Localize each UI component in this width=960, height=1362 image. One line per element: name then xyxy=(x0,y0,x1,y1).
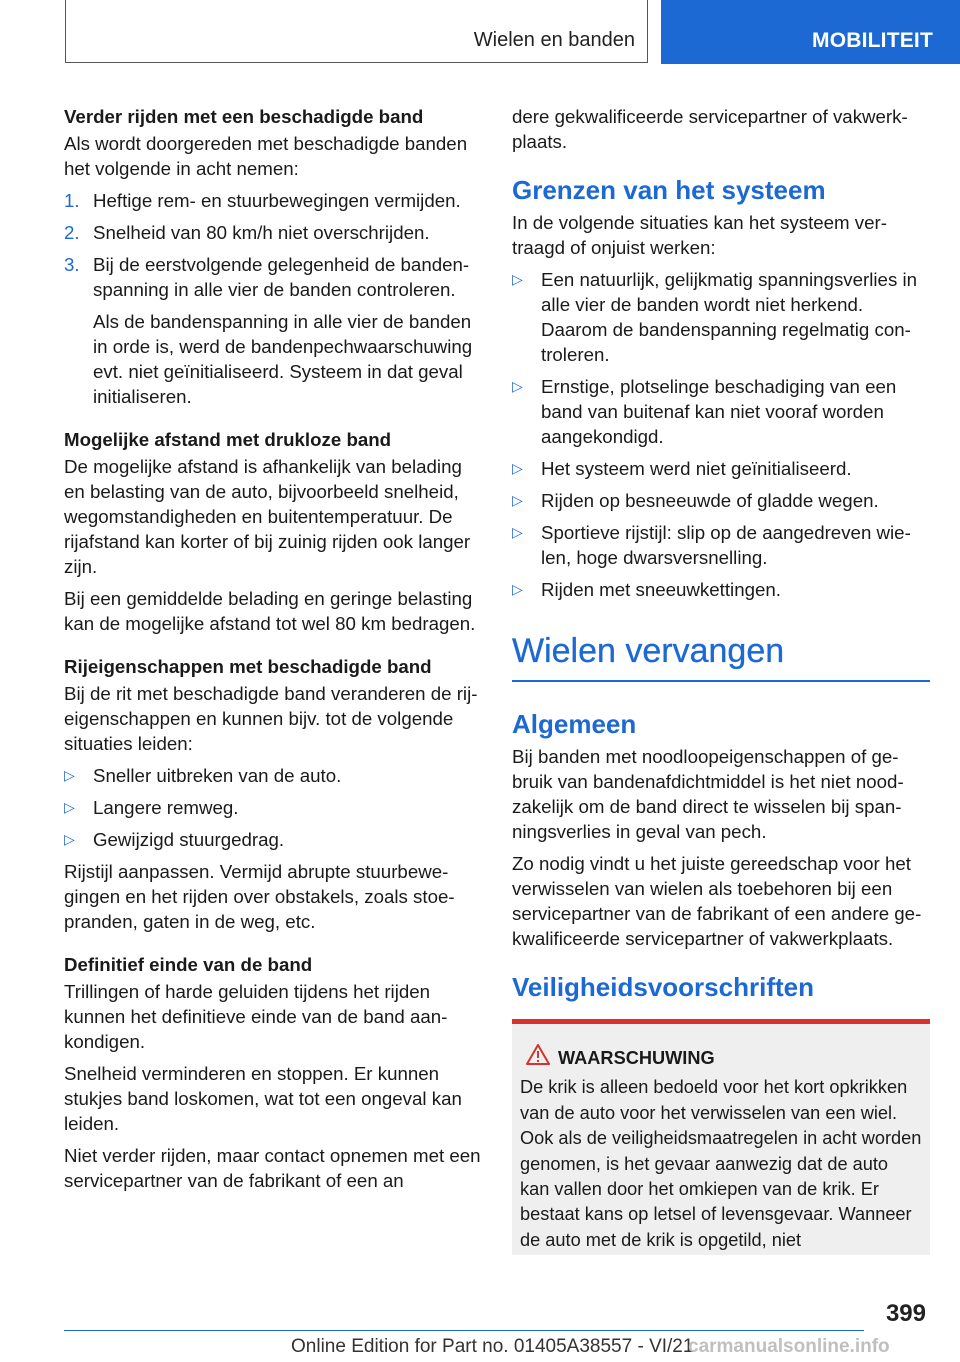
triangle-bullet-icon: ▷ xyxy=(512,581,523,597)
subheading-definitive-end: Definitief einde van de band xyxy=(64,954,313,975)
bullet-text: Ernstige, plotselinge beschadiging van een band van buitenaf kan niet vooraf worden aangekondigd. xyxy=(541,376,897,447)
list-item xyxy=(64,795,482,820)
subheading-driving-properties: Rijeigenschappen met beschadigde band xyxy=(64,656,432,677)
list-item xyxy=(64,763,482,788)
bullet-text: Gewijzigd stuurgedrag. xyxy=(93,829,285,850)
chapter-box xyxy=(65,0,648,63)
bullet-text: Sportieve rijstijl: slip op de aangedreven wielen, hoge dwarsversnelling. xyxy=(541,522,911,568)
triangle-bullet-icon: ▷ xyxy=(512,492,523,508)
page-header xyxy=(0,0,960,64)
section-tab[interactable]: MOBILITEIT xyxy=(661,0,960,64)
step-number: 3. xyxy=(64,254,80,275)
paragraph: Zo nodig vindt u het juiste gereedschap voor het verwisselen van wielen als toebehoren bij een servicepartner van de fabrikant of een andere gekwalificeerde servicepartner of vakwerkplaats. xyxy=(512,853,922,949)
step-subparagraph: Als de bandenspanning in alle vier de banden in orde is, werd de bandenpechwaarschuwing evt. niet geïnitialiseerd. Systeem in dat geval initialiseren. xyxy=(93,311,473,407)
step-text: Bij de eerstvolgende gelegenheid de bandenspanning in alle vier de banden controleren. xyxy=(93,254,470,300)
triangle-bullet-icon: ▷ xyxy=(64,831,75,847)
list-item xyxy=(512,488,930,513)
paragraph: De mogelijke afstand is afhankelijk van belading en belasting van de auto, bijvoorbeeld snelheid, wegomstandigheden en buitentemperatuur. De rijafstand kan korter of bij zuinig rijden ook langer zijn. xyxy=(64,456,471,577)
subheading-damaged-tire: Verder rijden met een beschadigde band xyxy=(64,106,424,127)
list-item xyxy=(64,252,482,409)
footer-divider xyxy=(64,1330,864,1331)
bullet-text: Het systeem werd niet geïnitialiseerd. xyxy=(541,458,852,479)
step-number: 1. xyxy=(64,190,80,211)
triangle-bullet-icon: ▷ xyxy=(512,460,523,476)
heading-safety: Veiligheidsvoorschriften xyxy=(512,972,814,1002)
paragraph: Bij de rit met beschadigde band veranderen de rij-eigenschappen en kunnen bijv. tot de volgende situaties leiden: xyxy=(64,683,478,754)
list-item xyxy=(512,267,930,367)
list-item xyxy=(512,374,930,449)
list-item xyxy=(64,220,482,245)
page-number: 399 xyxy=(885,1300,926,1327)
paragraph: Rijstijl aanpassen. Vermijd abrupte stuurbewegingen en het rijden over obstakels, zoals stoepranden, gaten in de weg, etc. xyxy=(64,861,455,932)
steps-list xyxy=(64,188,482,409)
paragraph: Bij een gemiddelde belading en geringe belasting kan de mogelijke afstand tot wel 80 km bedragen. xyxy=(64,588,476,634)
heading-change-wheels: Wielen vervangen xyxy=(512,630,930,682)
bullet-text: Een natuurlijk, gelijkmatig spanningsverlies in alle vier de banden wordt niet herkend. Daarom de bandenspanning regelmatig controleren. xyxy=(541,269,918,365)
chapter-title: Wielen en banden xyxy=(473,29,635,51)
edition-info: Online Edition for Part no. 01405A38557 - VI/21 xyxy=(291,1336,694,1357)
step-text: Snelheid van 80 km/h niet overschrijden. xyxy=(93,222,430,243)
paragraph: Niet verder rijden, maar contact opnemen met een servicepartner van de fabrikant of een an xyxy=(64,1145,481,1191)
bullet-text: Langere remweg. xyxy=(93,797,239,818)
warning-title: WAARSCHUWING xyxy=(558,1048,715,1068)
paragraph: Snelheid verminderen en stoppen. Er kunnen stukjes band loskomen, wat tot een ongeval kan leiden. xyxy=(64,1063,462,1134)
limits-list xyxy=(512,267,930,602)
step-number: 2. xyxy=(64,222,80,243)
triangle-bullet-icon: ▷ xyxy=(512,524,523,540)
list-item xyxy=(512,577,930,602)
warning-triangle-icon xyxy=(526,1043,550,1067)
list-item xyxy=(64,827,482,852)
paragraph: Als wordt doorgereden met beschadigde banden het volgende in acht nemen: xyxy=(64,133,468,179)
paragraph: Trillingen of harde geluiden tijdens het rijden kunnen het definitieve einde van de band aankondigen. xyxy=(64,981,448,1052)
warning-text: De krik is alleen bedoeld voor het kort opkrikken van de auto voor het verwisselen van een wiel. Ook als de veiligheidsmaatregelen in acht worden genomen, is het gevaar aanwezig dat de auto kan vallen door het omkiepen van de krik. Er bestaat kans op letsel of levensgevaar. Wanneer de auto met de krik is opgetild, niet xyxy=(520,1077,922,1250)
triangle-bullet-icon: ▷ xyxy=(64,767,75,783)
right-column xyxy=(512,104,930,1255)
warning-title-row xyxy=(520,1046,922,1071)
warning-box xyxy=(512,1019,930,1255)
bullet-text: Sneller uitbreken van de auto. xyxy=(93,765,342,786)
watermark: carmanualsonline.info xyxy=(688,1336,890,1357)
paragraph: Bij banden met noodloopeigenschappen of gebruik van bandenafdichtmiddel is het niet noodzakelijk om de band direct te wisselen bij spanningsverlies in geval van pech. xyxy=(512,746,904,842)
bullet-text: Rijden op besneeuwde of gladde wegen. xyxy=(541,490,879,511)
bullet-list xyxy=(64,763,482,852)
step-text: Heftige rem- en stuurbewegingen vermijden. xyxy=(93,190,461,211)
paragraph: dere gekwalificeerde servicepartner of vakwerkplaats. xyxy=(512,106,908,152)
list-item xyxy=(512,456,930,481)
triangle-bullet-icon: ▷ xyxy=(512,271,523,287)
triangle-bullet-icon: ▷ xyxy=(64,799,75,815)
subheading-range: Mogelijke afstand met drukloze band xyxy=(64,429,392,450)
triangle-bullet-icon: ▷ xyxy=(512,378,523,394)
paragraph: In de volgende situaties kan het systeem vertraagd of onjuist werken: xyxy=(512,212,888,258)
heading-system-limits: Grenzen van het systeem xyxy=(512,175,826,205)
list-item xyxy=(64,188,482,213)
list-item xyxy=(512,520,930,570)
heading-general: Algemeen xyxy=(512,709,637,739)
bullet-text: Rijden met sneeuwkettingen. xyxy=(541,579,781,600)
left-column xyxy=(64,104,482,1200)
